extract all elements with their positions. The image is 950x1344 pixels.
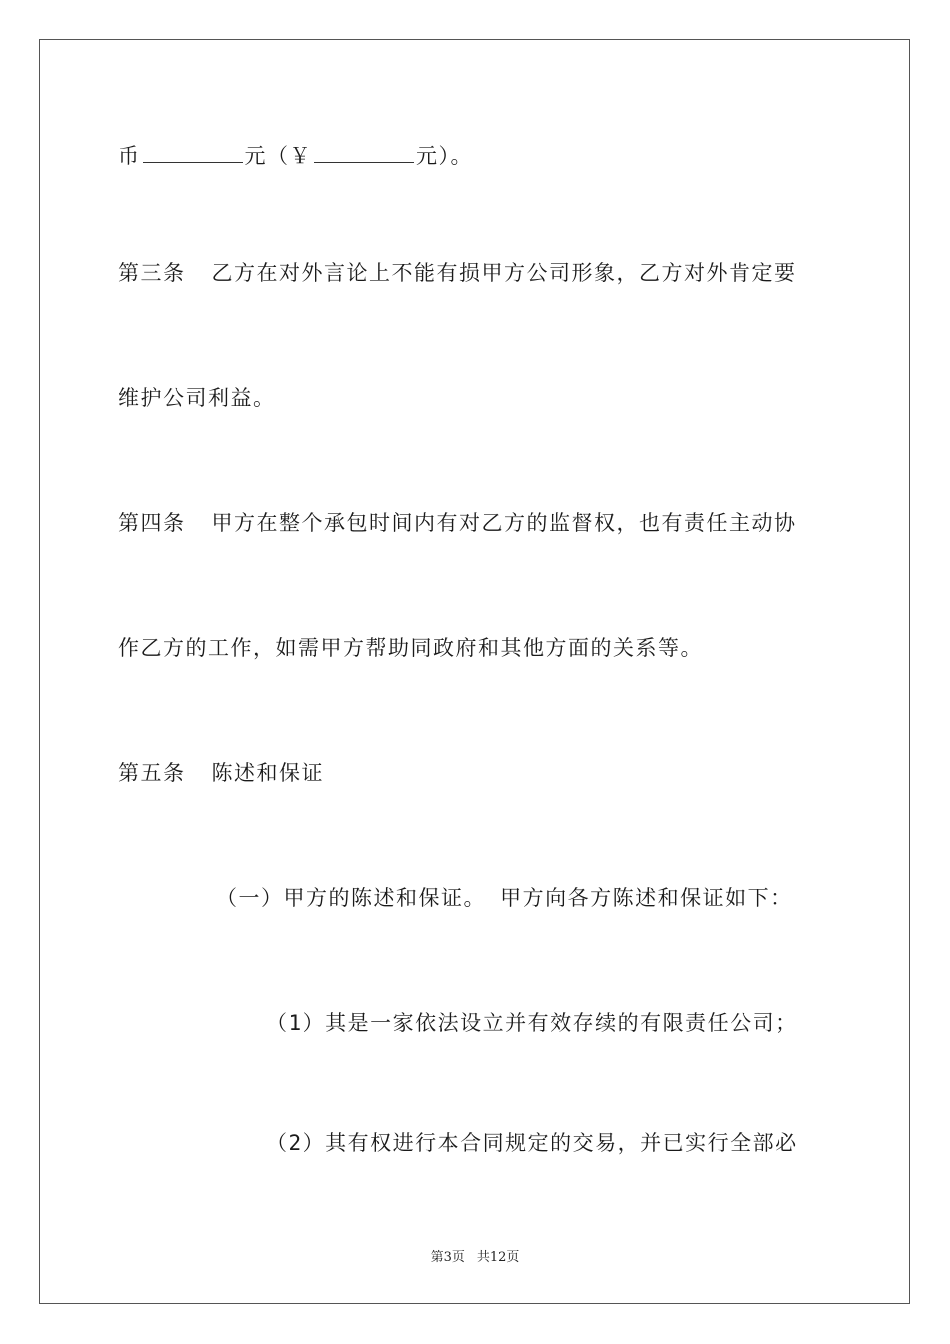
page-number: 第3页 — [430, 1250, 465, 1265]
article-4-text-2: 作乙方的工作，如需甲方帮助同政府和其他方面的关系等。 — [118, 636, 703, 660]
currency-prefix: 币 — [118, 144, 141, 168]
article-3-text-1: 乙方在对外言论上不能有损甲方公司形象，乙方对外肯定要 — [211, 261, 797, 285]
article-5-item-1: （1）其是一家依法设立并有效存续的有限责任公司； — [266, 1011, 798, 1035]
article-5-item-2: （2）其有权进行本合同规定的交易，并已实行全部必 — [266, 1131, 798, 1155]
article-4-text-1: 甲方在整个承包时间内有对乙方的监督权，也有责任主动协 — [211, 511, 797, 535]
article-3-line-1 — [118, 258, 797, 288]
page-total: 共12页 — [476, 1250, 520, 1265]
currency-mid: 元（￥ — [244, 144, 312, 168]
article-5-title: 陈述和保证 — [211, 761, 324, 785]
article-4-line-1 — [118, 508, 797, 538]
article-5-subsection-1: （一）甲方的陈述和保证。 甲方向各方陈述和保证如下： — [216, 886, 793, 910]
article-4-line-2 — [118, 633, 703, 663]
amount-blank-digits — [314, 140, 414, 163]
article-4-label: 第四条 — [118, 511, 186, 535]
currency-line — [118, 140, 473, 171]
page-frame — [39, 39, 910, 1304]
currency-suffix: 元）。 — [416, 144, 473, 168]
article-5-label: 第五条 — [118, 761, 186, 785]
article-3-text-2: 维护公司利益。 — [118, 386, 276, 410]
article-3-label: 第三条 — [118, 261, 186, 285]
page-footer — [0, 1246, 950, 1265]
article-3-line-2 — [118, 383, 276, 413]
amount-blank-words — [143, 140, 243, 163]
article-5-heading — [118, 758, 324, 788]
